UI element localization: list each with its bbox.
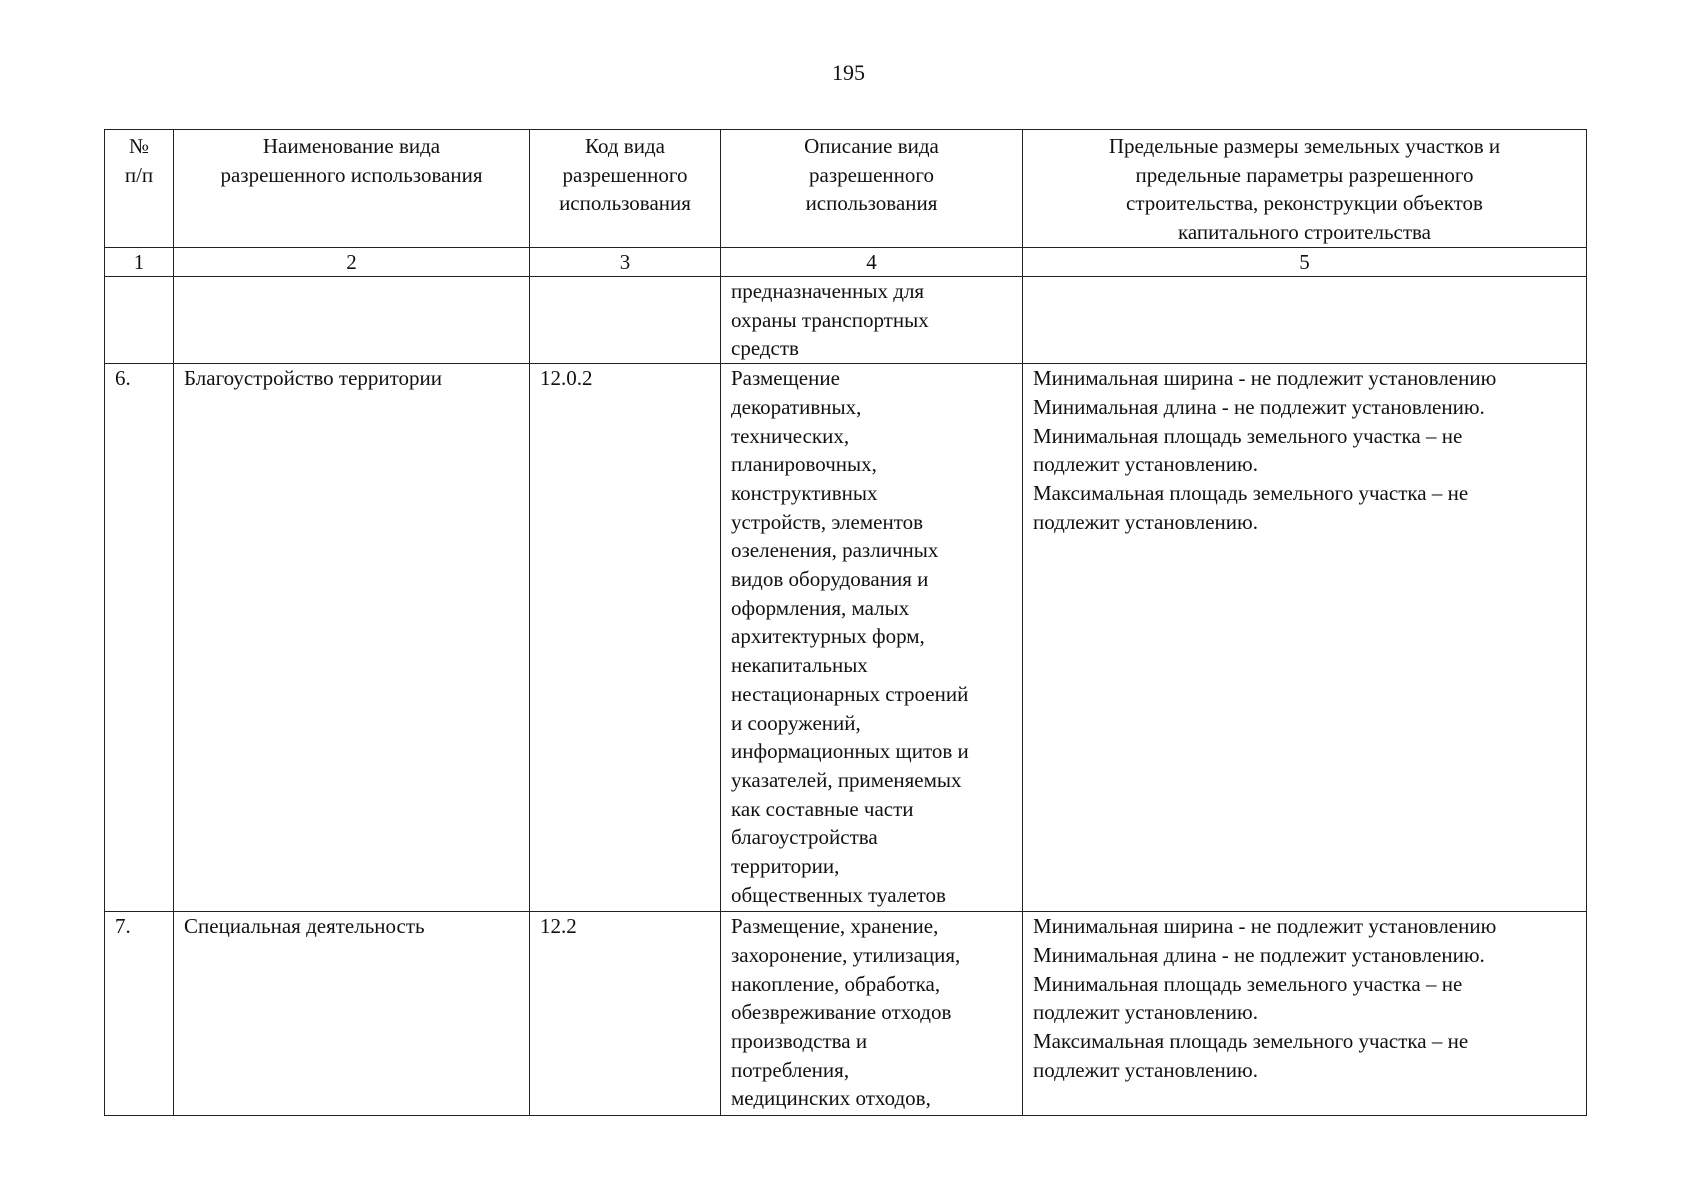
page-number: 195 bbox=[832, 60, 865, 85]
column-number: 4 bbox=[721, 248, 1023, 277]
table-header-row bbox=[105, 130, 1587, 248]
column-number-row bbox=[105, 248, 1587, 277]
column-number: 2 bbox=[174, 248, 530, 277]
use-limits: Минимальная ширина - не подлежит установлению Минимальная длина - не подлежит установлению. Минимальная площадь земельного участка – не подлежит установлению. Максимальная площадь земельного участка – не подлежит установлению. bbox=[1023, 912, 1587, 1116]
use-name: Благоустройство территории bbox=[174, 364, 530, 912]
row-number: 7. bbox=[105, 912, 174, 1116]
use-limits: Минимальная ширина - не подлежит установлению Минимальная длина - не подлежит установлению. Минимальная площадь земельного участка – не подлежит установлению. Максимальная площадь земельного участка – не подлежит установлению. bbox=[1023, 364, 1587, 912]
use-code: 12.0.2 bbox=[530, 364, 721, 912]
header-use-code: Код вида разрешенного использования bbox=[530, 130, 721, 248]
use-description: предназначенных для охраны транспортных средств bbox=[721, 277, 1023, 364]
table-row bbox=[105, 277, 1587, 364]
use-description: Размещение декоративных, технических, планировочных, конструктивных устройств, элементов озеленения, различных видов оборудования и оформления, малых архитектурных форм, некапитальных нестационарных строений и сооружений, информационных щитов и указателей, применяемых как составные части благоустройства территории, общественных туалетов bbox=[721, 364, 1023, 912]
use-code bbox=[530, 277, 721, 364]
land-use-table bbox=[104, 129, 1587, 1116]
header-limits: Предельные размеры земельных участков и предельные параметры разрешенного строительства, реконструкции объектов капитального строительства bbox=[1023, 130, 1587, 248]
use-limits bbox=[1023, 277, 1587, 364]
header-use-description: Описание вида разрешенного использования bbox=[721, 130, 1023, 248]
row-number bbox=[105, 277, 174, 364]
column-number: 5 bbox=[1023, 248, 1587, 277]
use-code: 12.2 bbox=[530, 912, 721, 1116]
table-row bbox=[105, 912, 1587, 1116]
table-row bbox=[105, 364, 1587, 912]
use-name bbox=[174, 277, 530, 364]
column-number: 1 bbox=[105, 248, 174, 277]
header-number: № п/п bbox=[105, 130, 174, 248]
row-number: 6. bbox=[105, 364, 174, 912]
use-description: Размещение, хранение, захоронение, утилизация, накопление, обработка, обезвреживание отходов производства и потребления, медицинских отходов, bbox=[721, 912, 1023, 1116]
column-number: 3 bbox=[530, 248, 721, 277]
header-use-name: Наименование вида разрешенного использования bbox=[174, 130, 530, 248]
use-name: Специальная деятельность bbox=[174, 912, 530, 1116]
